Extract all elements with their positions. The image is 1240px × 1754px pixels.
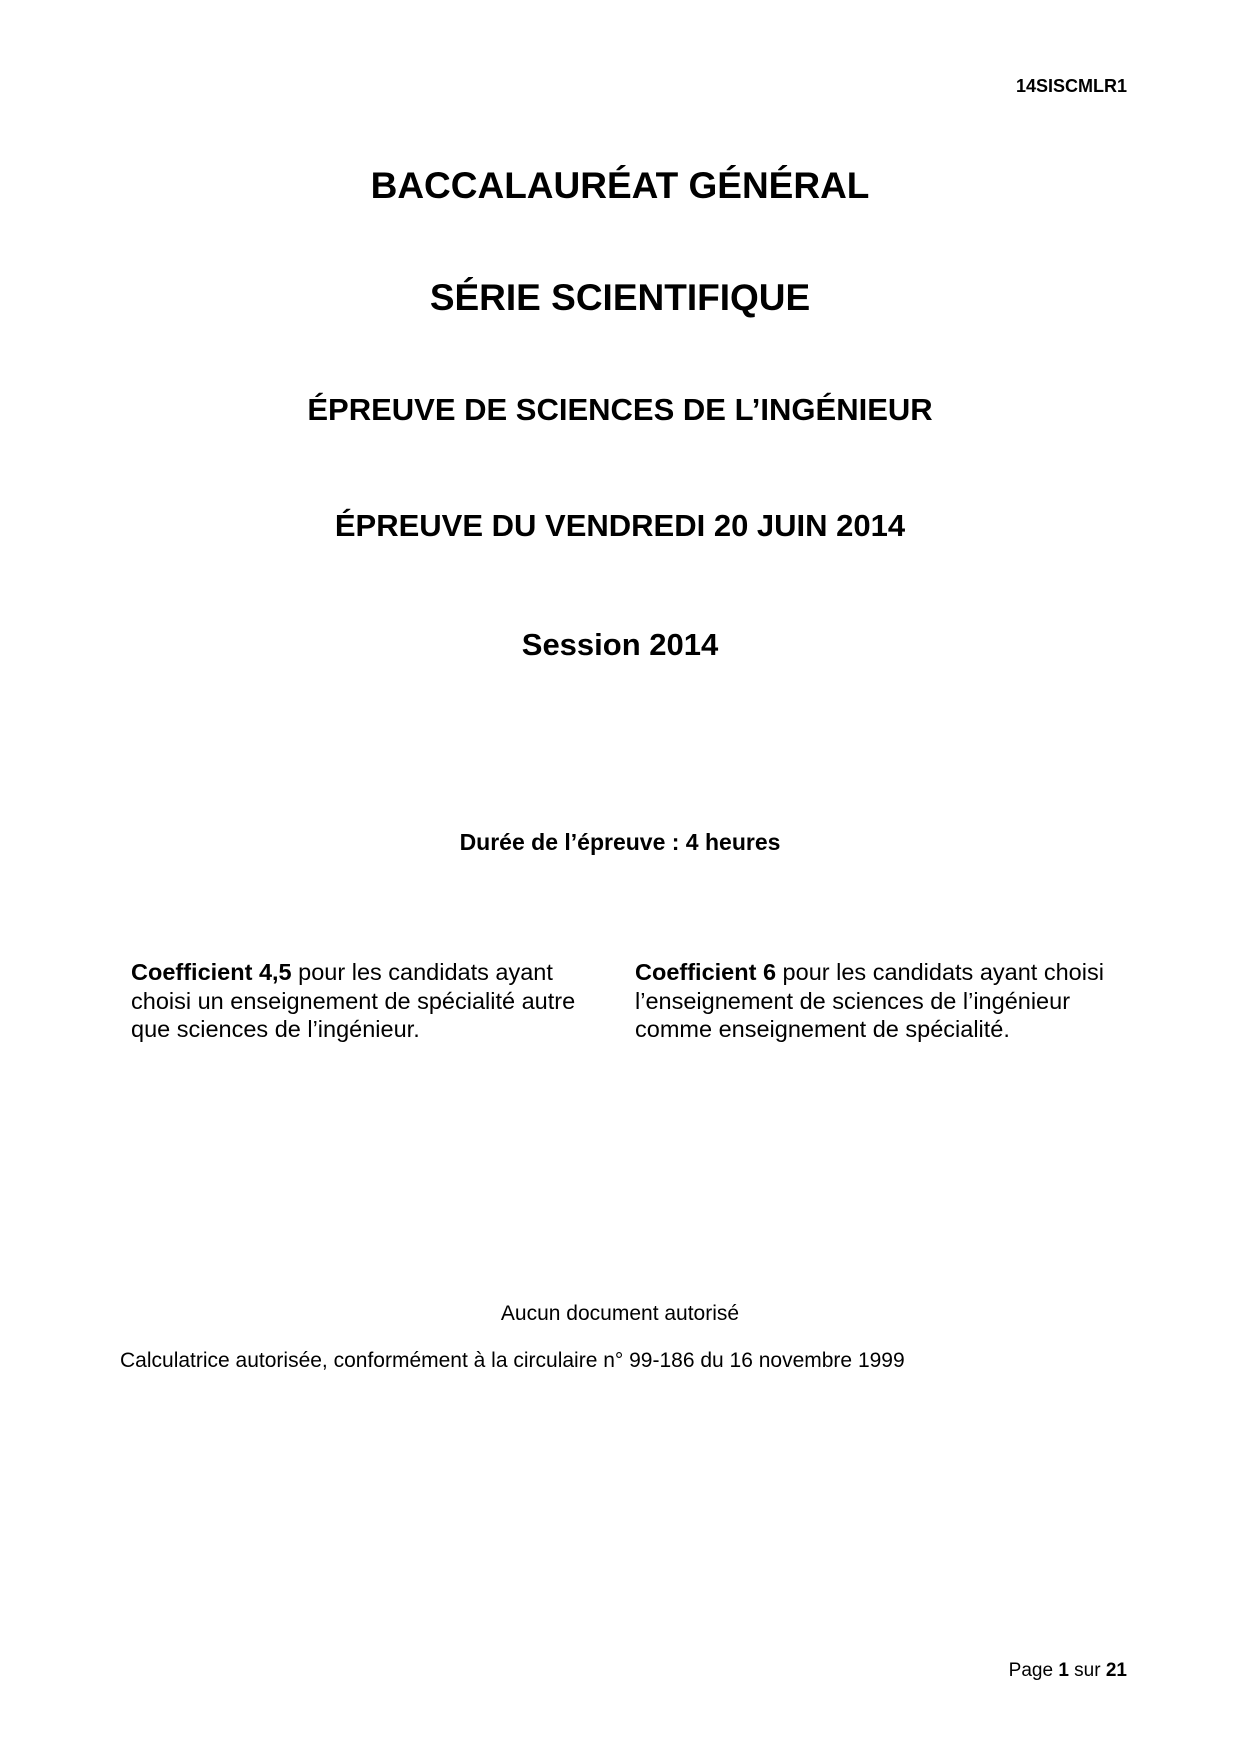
calculator-note: Calculatrice autorisée, conformément à la circulaire n° 99-186 du 16 novembre 1999 (120, 1349, 905, 1372)
documents-note: Aucun document autorisé (500, 1302, 740, 1325)
exam-session: Session 2014 (521, 627, 719, 662)
coefficient-left-label: Coefficient 4,5 (131, 959, 292, 985)
exam-duration: Durée de l’épreuve : 4 heures (459, 829, 781, 855)
coefficient-right (635, 958, 1105, 1044)
exam-series: SÉRIE SCIENTIFIQUE (429, 277, 811, 318)
coefficient-left-text: pour les candidats ayant choisi un enseignement de spécialité autre que sciences de l’ingénieur. (131, 959, 576, 1042)
page-number (1009, 1660, 1127, 1682)
exam-title: BACCALAURÉAT GÉNÉRAL (370, 165, 870, 206)
coefficient-right-text: pour les candidats ayant choisi l’enseignement de sciences de l’ingénieur comme enseignement de spécialité. (635, 959, 1104, 1042)
page-current: 1 (1058, 1660, 1069, 1681)
coefficient-left (131, 958, 616, 1044)
document-code: 14SISCMLR1 (1015, 76, 1127, 96)
exam-date: ÉPREUVE DU VENDREDI 20 JUIN 2014 (334, 508, 906, 543)
page-prefix: Page (1008, 1660, 1059, 1681)
exam-subject: ÉPREUVE DE SCIENCES DE L’INGÉNIEUR (307, 392, 933, 427)
coefficient-right-label: Coefficient 6 (635, 959, 777, 985)
page-sep: sur (1068, 1660, 1106, 1681)
page-total: 21 (1105, 1660, 1127, 1681)
